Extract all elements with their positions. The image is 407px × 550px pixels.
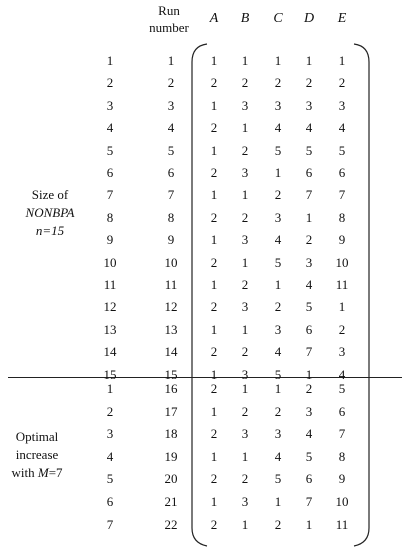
row-index: 5: [106, 471, 114, 487]
run-number: 5: [167, 142, 175, 158]
cell-e: 4: [338, 366, 346, 382]
cell-e: 5: [338, 142, 346, 158]
cell-a: 1: [210, 97, 218, 113]
cell-b: 2: [241, 277, 249, 292]
cell-e: 9: [338, 232, 346, 248]
run-number: 6: [167, 165, 175, 180]
run-number: 21: [164, 494, 178, 509]
cell-c: 4: [274, 120, 282, 136]
nonbpa-label-line2: NONBPA: [25, 205, 75, 220]
cell-b: 1: [241, 381, 249, 396]
run-number: 11: [164, 277, 178, 292]
cell-b: 2: [241, 471, 249, 487]
cell-e: 10: [335, 494, 349, 509]
cell-a: 1: [210, 448, 218, 464]
row-index: 7: [106, 516, 114, 532]
cell-b: 2: [241, 344, 249, 360]
run-number: 20: [164, 471, 178, 487]
row-index: 10: [103, 254, 117, 270]
cell-c: 4: [274, 448, 282, 464]
run-number: 4: [167, 120, 175, 136]
run-number: 17: [164, 403, 178, 419]
row-index: 1: [106, 53, 114, 68]
cell-e: 11: [335, 277, 349, 292]
cell-a: 2: [210, 516, 218, 532]
cell-d: 1: [305, 209, 313, 225]
cell-a: 1: [210, 142, 218, 158]
cell-e: 1: [338, 53, 346, 68]
row-index: 4: [106, 120, 114, 136]
cell-e: 6: [338, 403, 346, 419]
cell-a: 2: [210, 471, 218, 487]
cell-e: 7: [338, 426, 346, 442]
cell-b: 1: [241, 516, 249, 532]
cell-d: 5: [305, 448, 313, 464]
row-index: 3: [106, 97, 114, 113]
cell-c: 5: [274, 471, 282, 487]
cell-b: 1: [241, 120, 249, 136]
row-index: 6: [106, 494, 114, 509]
cell-b: 2: [241, 75, 249, 91]
cell-b: 3: [241, 426, 249, 442]
optimal-label-line1: Optimal: [15, 429, 59, 444]
cell-e: 3: [338, 344, 346, 360]
cell-a: 2: [210, 165, 218, 180]
cell-c: 1: [274, 53, 282, 68]
cell-e: 2: [338, 321, 346, 337]
cell-e: 6: [338, 165, 346, 180]
cell-e: 2: [338, 75, 346, 91]
cell-c: 3: [274, 209, 282, 225]
row-index: 11: [103, 277, 117, 292]
cell-c: 1: [274, 381, 282, 396]
run-number: 7: [167, 187, 175, 203]
row-index: 5: [106, 142, 114, 158]
cell-c: 1: [274, 277, 282, 292]
cell-e: 10: [335, 254, 349, 270]
cell-d: 5: [305, 142, 313, 158]
cell-a: 2: [210, 344, 218, 360]
cell-d: 4: [305, 277, 313, 292]
cell-c: 2: [274, 516, 282, 532]
cell-b: 3: [241, 97, 249, 113]
cell-e: 8: [338, 448, 346, 464]
run-number: 18: [164, 426, 178, 442]
cell-d: 5: [305, 299, 313, 315]
cell-b: 1: [241, 254, 249, 270]
cell-b: 1: [241, 448, 249, 464]
row-index: 8: [106, 209, 114, 225]
optimal-label-line3-prefix: with: [11, 465, 38, 480]
run-number: 12: [164, 299, 178, 315]
cell-d: 1: [305, 516, 313, 532]
cell-a: 1: [210, 403, 218, 419]
run-number-header-line2: number: [149, 20, 189, 35]
row-index: 2: [106, 403, 114, 419]
row-index: 12: [103, 299, 117, 315]
cell-d: 6: [305, 165, 313, 180]
cell-c: 3: [274, 97, 282, 113]
run-number: 8: [167, 209, 175, 225]
column-header-a: A: [209, 11, 219, 26]
run-number: 14: [164, 344, 178, 360]
cell-c: 4: [274, 344, 282, 360]
cell-a: 2: [210, 120, 218, 136]
cell-c: 5: [274, 254, 282, 270]
column-header-c: C: [273, 11, 283, 26]
row-index: 4: [106, 448, 114, 464]
cell-a: 2: [210, 75, 218, 91]
run-number: 19: [164, 448, 178, 464]
row-index: 13: [103, 321, 117, 337]
cell-a: 2: [210, 209, 218, 225]
cell-a: 1: [210, 187, 218, 203]
cell-d: 2: [305, 381, 313, 396]
cell-a: 1: [210, 277, 218, 292]
run-number: 1: [167, 53, 175, 68]
row-index: 3: [106, 426, 114, 442]
cell-b: 2: [241, 209, 249, 225]
cell-c: 3: [274, 321, 282, 337]
cell-a: 2: [210, 299, 218, 315]
run-number: 22: [164, 516, 178, 532]
run-number-header-line1: Run: [158, 3, 180, 18]
nonbpa-label-line1: Size of: [31, 187, 69, 202]
cell-b: 1: [241, 187, 249, 203]
cell-c: 5: [274, 142, 282, 158]
cell-a: 1: [210, 494, 218, 509]
cell-c: 2: [274, 75, 282, 91]
cell-a: 1: [210, 321, 218, 337]
cell-c: 4: [274, 232, 282, 248]
cell-c: 5: [274, 366, 282, 382]
cell-e: 3: [338, 97, 346, 113]
cell-d: 7: [305, 344, 313, 360]
cell-e: 5: [338, 381, 346, 396]
cell-d: 6: [305, 471, 313, 487]
cell-a: 1: [210, 366, 218, 382]
run-number: 9: [167, 232, 175, 248]
nonbpa-label-line3: n=15: [35, 223, 65, 238]
cell-b: 3: [241, 165, 249, 180]
optimal-label-line3-suffix: =7: [48, 465, 63, 480]
cell-a: 1: [210, 232, 218, 248]
cell-e: 7: [338, 187, 346, 203]
cell-b: 3: [241, 232, 249, 248]
column-header-d: D: [303, 11, 315, 26]
cell-e: 8: [338, 209, 346, 225]
cell-d: 1: [305, 366, 313, 382]
cell-b: 3: [241, 299, 249, 315]
row-index: 7: [106, 187, 114, 203]
cell-d: 4: [305, 120, 313, 136]
cell-d: 1: [305, 53, 313, 68]
cell-d: 2: [305, 232, 313, 248]
cell-d: 6: [305, 321, 313, 337]
cell-b: 1: [241, 53, 249, 68]
cell-a: 2: [210, 426, 218, 442]
cell-c: 3: [274, 426, 282, 442]
cell-e: 9: [338, 471, 346, 487]
cell-c: 2: [274, 299, 282, 315]
cell-b: 2: [241, 142, 249, 158]
column-header-e: E: [337, 11, 347, 26]
cell-a: 2: [210, 381, 218, 396]
cell-b: 2: [241, 403, 249, 419]
cell-e: 11: [335, 516, 349, 532]
cell-d: 3: [305, 403, 313, 419]
cell-c: 2: [274, 187, 282, 203]
cell-d: 3: [305, 254, 313, 270]
cell-b: 3: [241, 366, 249, 382]
cell-a: 1: [210, 53, 218, 68]
cell-d: 7: [305, 187, 313, 203]
optimal-label-line2: increase: [15, 447, 59, 462]
run-number: 10: [164, 254, 178, 270]
cell-d: 3: [305, 97, 313, 113]
row-index: 14: [103, 344, 117, 360]
run-number: 3: [167, 97, 175, 113]
column-header-b: B: [240, 11, 250, 26]
run-number: 2: [167, 75, 175, 91]
row-index: 2: [106, 75, 114, 91]
cell-a: 2: [210, 254, 218, 270]
cell-d: 4: [305, 426, 313, 442]
row-index: 6: [106, 165, 114, 180]
cell-b: 1: [241, 321, 249, 337]
cell-c: 1: [274, 165, 282, 180]
row-index: 9: [106, 232, 114, 248]
cell-e: 1: [338, 299, 346, 315]
row-index: 1: [106, 381, 114, 396]
cell-d: 2: [305, 75, 313, 91]
run-number: 16: [164, 381, 178, 396]
cell-b: 3: [241, 494, 249, 509]
cell-c: 1: [274, 494, 282, 509]
cell-c: 2: [274, 403, 282, 419]
cell-d: 7: [305, 494, 313, 509]
run-number: 15: [164, 366, 178, 382]
cell-e: 4: [338, 120, 346, 136]
run-number: 13: [164, 321, 178, 337]
row-index: 15: [103, 366, 117, 382]
optimal-label-line3-var: M: [37, 465, 49, 480]
